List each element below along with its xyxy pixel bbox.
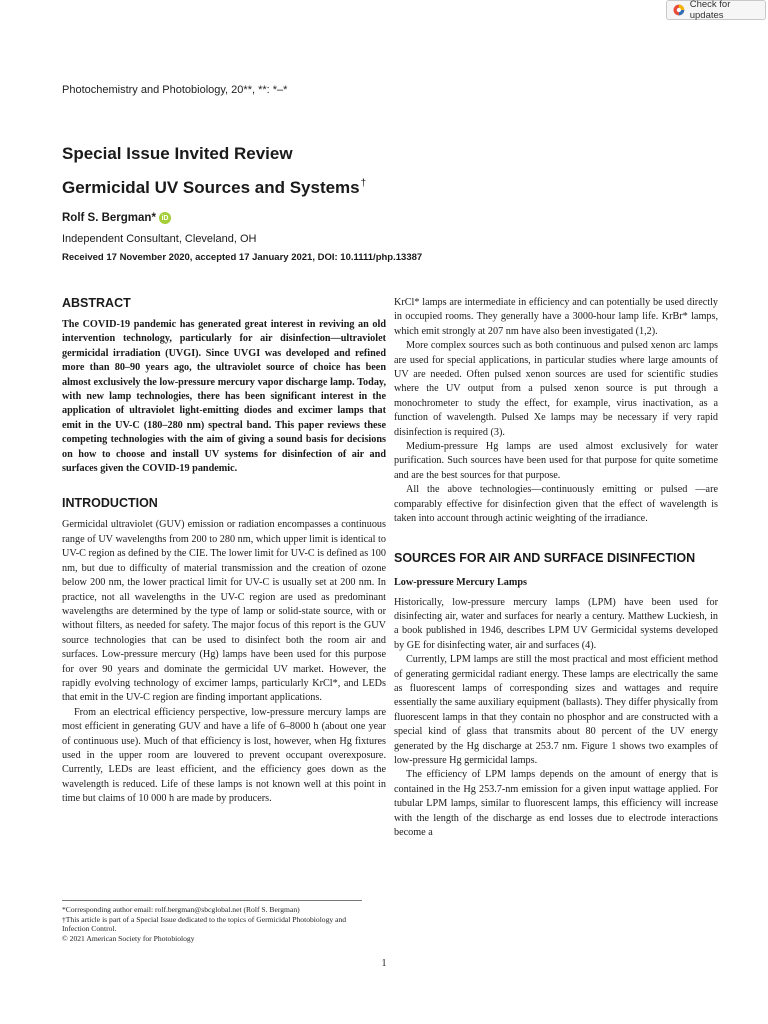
abstract-text: The COVID-19 pandemic has generated great interest in reviving an old intervention technology, particularly for air disinfection—ultraviolet germicidal irradiation (UVGI). Since UVGI was developed and refined more than 80–90 years ago, the ultraviolet source of choice has been almost exclusively the low-pressure mercury vapor discharge lamp. Today, with new lamp technologies, there has been significant interest in the application of ultraviolet light-emitting diodes and excimer lamps that emit in the UV-C (180–280 nm) spectral band. This paper reviews these competing technologies with the aim of giving a sound basis for decisions on how to choose and install UV systems for disinfection of air and surfaces given the COVID-19 pandemic. — [62, 319, 386, 475]
right-paragraph-4: All the above technologies—continuously emitting or pulsed —are comparably effective for disinfection given that the effect of wavelength is taken into account through actinic weighting of the irradiance. — [394, 484, 718, 525]
review-type-heading: Special Issue Invited Review — [62, 144, 293, 163]
author-line — [62, 212, 171, 224]
received-dates-doi: Received 17 November 2020, accepted 17 January 2021, DOI: 10.1111/php.13387 — [62, 252, 423, 263]
paper-title — [62, 178, 366, 198]
lpm-subheading: Low-pressure Mercury Lamps — [394, 576, 527, 588]
orcid-icon[interactable]: iD — [159, 212, 171, 224]
intro-paragraph-1: Germicidal ultraviolet (GUV) emission or radiation encompasses a continuous range of UV wavelengths from 200 to 280 nm, which upper limit is identical to UV-C region as defined by the CIE. The lower limit for UV-C is defined as 100 nm, but due to difficulty of material transmission and the creation of ozone below 200 nm, the lower practical limit for UV-C is usually set at 200 nm. In practice, not all wavelengths in the UV-C region are used as predominant wavelengths are determined by the type of lamp or solid-state source, with or without filters, as needed for safety. The major focus of this report is the GUV source technologies that can be used to disinfect both the room air and surfaces. Low-pressure mercury (Hg) lamps have been used for this purpose for over 90 years and dominate the germicidal UV market. However, the rapidly evolving technology of excimer lamps, particularly KrCl*, and LEDs that emit in the UV-C region are finding important applications. — [62, 519, 386, 704]
right-column — [394, 296, 718, 840]
right-paragraph-3: Medium-pressure Hg lamps are used almost exclusively for water purification. Such sources have been used for that purpose for quite sometime and are the best sources for that purpose. — [394, 441, 718, 481]
affiliation: Independent Consultant, Cleveland, OH — [62, 233, 257, 245]
sources-heading: SOURCES FOR AIR AND SURFACE DISINFECTION — [394, 550, 696, 565]
introduction-heading: INTRODUCTION — [62, 496, 158, 511]
right-paragraph-6: Currently, LPM lamps are still the most practical and most efficient method of generating germicidal radiant energy. These lamps are electrically the same as fluorescent lamps of corresponding sizes and wattages and require essentially the same auxiliary equipment (ballasts). They differ physically from fluorescent lamps in that they contain no phosphor and are constructed with a special kind of glass that transmits about 80 percent of the UV energy generated by the Hg discharge at 253.7 nm. Figure 1 shows two examples of low-pressure Hg germicidal lamps. — [394, 654, 718, 766]
right-paragraph-7: The efficiency of LPM lamps depends on the amount of energy that is contained in the Hg 253.7-nm emission for a given input wattage applied. For tubular LPM lamps, similar to fluorescent lamps, this efficiency will increase with the length of the discharge as end losses due to electrode interactions become a — [394, 769, 718, 838]
right-paragraph-2: More complex sources such as both continuous and pulsed xenon arc lamps are used for special applications, in particular studies where large amounts of UV are needed. Often pulsed xenon sources are used for scientific studies where the UV output from a pulsed xenon source is put through a monochrometer to study the effect, for example, virus inactivation, as a function of wavelength. Pulsed Xe lamps may be necessary if very rapid disinfection is required (3). — [394, 340, 718, 438]
journal-citation: Photochemistry and Photobiology, 20**, **: *–* — [62, 84, 288, 96]
check-for-updates-label: Check for updates — [689, 0, 731, 21]
abstract-heading: ABSTRACT — [62, 296, 131, 310]
page-number: 1 — [381, 958, 387, 969]
right-paragraph-5: Historically, low-pressure mercury lamps (LPM) have been used for disinfecting air, water and surfaces for nearly a century. Matthew Luckiesh, in a book published in 1946, describes LPM UV Germicidal systems developed by GE for disinfecting water, air and surfaces (4). — [394, 596, 718, 651]
special-issue-note: †This article is part of a Special Issue dedicated to the topics of Germicidal Photobiology and Infection Control. — [62, 914, 347, 934]
crossmark-icon — [673, 4, 685, 16]
footnotes — [62, 900, 362, 943]
corresponding-author-note: *Corresponding author email: rolf.bergman@sbcglobal.net (Rolf S. Bergman) — [62, 905, 300, 914]
title-dagger: † — [360, 178, 367, 190]
check-for-updates-button[interactable] — [666, 0, 766, 20]
left-column — [62, 296, 386, 807]
copyright-note: © 2021 American Society for Photobiology — [62, 933, 195, 943]
intro-paragraph-2: From an electrical efficiency perspective, low-pressure mercury lamps are most efficient in generating GUV and have a life of 6–8000 h (about one year of continuous use). Much of that efficiency is lost, however, when Hg fixtures used in the upper room are louvered to prevent occupant overexposure. Currently, LEDs are least efficient, and the efficiency goes down as the wavelength is reduced. Life of these lamps is not known well at this point in time but claims of 10 000 h are made by producers. — [62, 706, 386, 805]
paper-title-text: Germicidal UV Sources and Systems — [62, 178, 360, 197]
right-paragraph-1: KrCl* lamps are intermediate in efficiency and can potentially be used directly in occupied rooms. They generally have a 3000-hour lamp life. KrBr* lamps, which emit strongly at 207 nm have also been investigated (1,2). — [394, 297, 718, 337]
author-name: Rolf S. Bergman* — [62, 212, 156, 224]
